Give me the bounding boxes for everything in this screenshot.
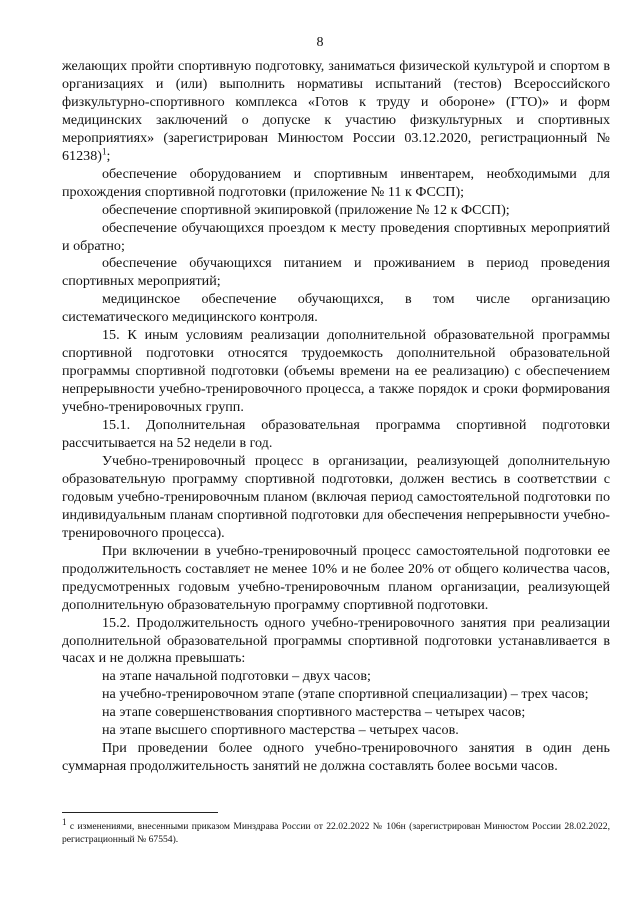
paragraph-section-15: 15. К иным условиям реализации дополнительной образовательной программы спортивной подготовки относятся трудоемкость дополнительной образовательной программы спортивной подготовки (объемы времени на ее реализацию) с обеспечением непрерывности учебно-тренировочного процесса, а также порядок и сроки формирования учебно-тренировочных групп. xyxy=(62,327,610,416)
paragraph-food-lodging: обеспечение обучающихся питанием и проживанием в период проведения спортивных мероприятий; xyxy=(62,255,610,290)
footnote-separator xyxy=(62,812,218,813)
paragraph-equipment: обеспечение оборудованием и спортивным инвентарем, необходимыми для прохождения спортивной подготовки (приложение № 11 к ФССП); xyxy=(62,165,610,200)
paragraph-section-15-2: 15.2. Продолжительность одного учебно-тренировочного занятия при реализации дополнительной образовательной программы спортивной подготовки устанавливается в часах и не должна превышать: xyxy=(62,614,610,667)
paragraph-gear: обеспечение спортивной экипировкой (приложение № 12 к ФССП); xyxy=(102,201,510,218)
paragraph-text: желающих пройти спортивную подготовку, заниматься физической культурой и спортом в организациях и (или) выполнить нормативы испытаний (тестов) Всероссийского физкультурно-спортивного комплекса «Готов к труду и обороне» (ГТО)» и форм медицинских заключений о допуске к участию физкультурных и спортивных мероприятиях» (зарегистрирован Минюстом России 03.12.2020, регистрационный № 61238) xyxy=(62,58,610,164)
paragraph-transport: обеспечение обучающихся проездом к месту проведения спортивных мероприятий и обратно; xyxy=(62,219,610,254)
list-item-improvement-stage: на этапе совершенствования спортивного мастерства – четырех часов; xyxy=(102,704,526,721)
footnote-marker: 1 xyxy=(62,816,67,827)
paragraph-training-process: Учебно-тренировочный процесс в организации, реализующей дополнительную образовательную программу спортивной подготовки, должен вестись в соответствии с годовым учебно-тренировочным планом (включая период самостоятельной подготовки по индивидуальным планам спортивной подготовки для обеспечения непрерывности учебно-тренировочного процесса). xyxy=(62,452,610,541)
paragraph-tail: ; xyxy=(106,147,111,164)
paragraph-continuation xyxy=(62,58,610,166)
footnote-ref[interactable]: 1 xyxy=(101,146,107,157)
footnote-text: с изменениями, внесенными приказом Минздрава России от 22.02.2022 № 106н (зарегистрирован Минюстом России 28.02.2022, регистрационный № 67554). xyxy=(62,821,610,845)
list-item-higher-mastery-stage: на этапе высшего спортивного мастерства – четырех часов. xyxy=(102,722,459,739)
list-item-initial-stage: на этапе начальной подготовки – двух часов; xyxy=(102,668,371,685)
paragraph-self-preparation: При включении в учебно-тренировочный процесс самостоятельной подготовки ее продолжительность составляет не менее 10% и не более 20% от общего количества часов, предусмотренных годовым учебно-тренировочным планом организации, реализующей дополнительную образовательную программу спортивной подготовки. xyxy=(62,542,610,613)
page-number: 8 xyxy=(316,35,324,50)
paragraph-section-15-1: 15.1. Дополнительная образовательная программа спортивной подготовки рассчитывается на 52 недели в год. xyxy=(62,417,610,452)
paragraph-medical: медицинское обеспечение обучающихся, в том числе организацию систематического медицинского контроля. xyxy=(62,291,610,326)
footnote xyxy=(62,816,610,846)
list-item-training-stage: на учебно-тренировочном этапе (этапе спортивной специализации) – трех часов; xyxy=(102,686,589,703)
document-body xyxy=(62,58,610,776)
paragraph-daily-limit: При проведении более одного учебно-тренировочного занятия в один день суммарная продолжительность занятий не должна составлять более восьми часов. xyxy=(62,740,610,775)
